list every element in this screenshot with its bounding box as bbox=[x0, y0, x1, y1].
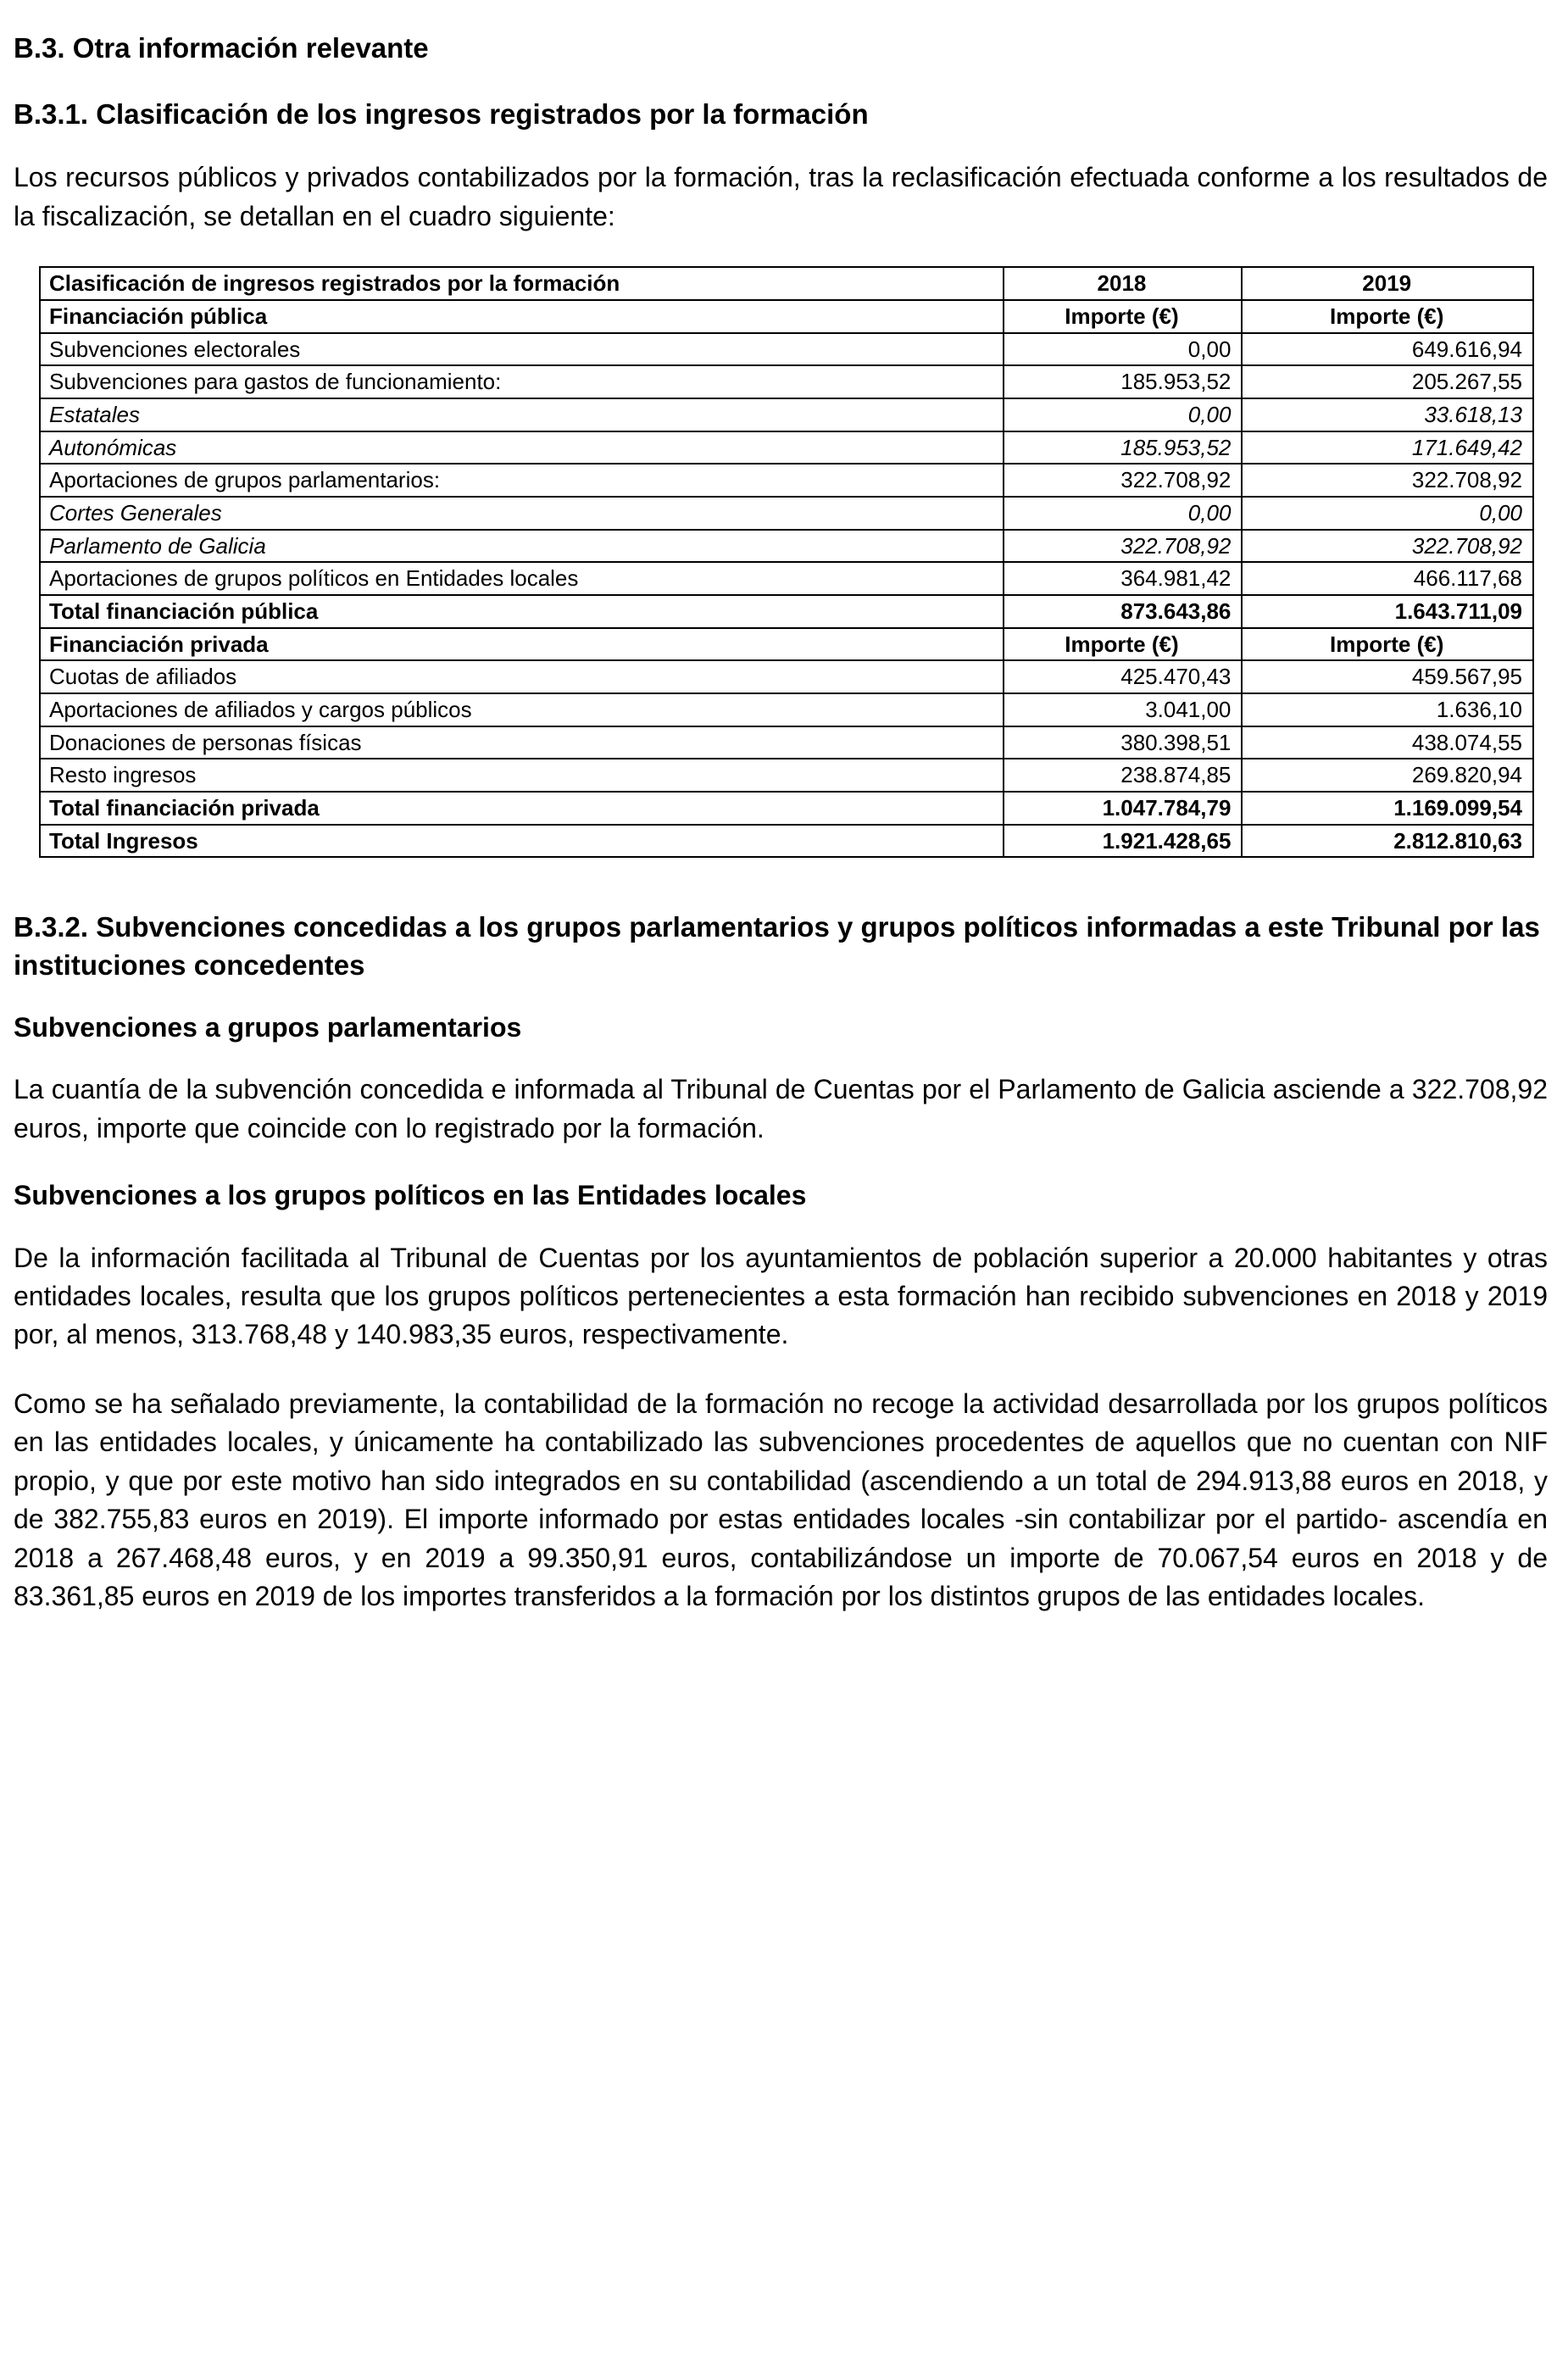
row-value-2019: 322.708,92 bbox=[1242, 464, 1533, 497]
row-value-2018: 322.708,92 bbox=[1004, 464, 1243, 497]
income-classification-table bbox=[39, 266, 1534, 858]
heading-b3: B.3. Otra información relevante bbox=[14, 32, 429, 64]
table-row bbox=[40, 562, 1533, 595]
row-label: Total Ingresos bbox=[40, 825, 1004, 858]
row-value-2018: 1.047.784,79 bbox=[1004, 792, 1243, 825]
row-value-2019: 466.117,68 bbox=[1242, 562, 1533, 595]
table-row bbox=[40, 628, 1533, 661]
table-row bbox=[40, 333, 1533, 366]
row-value-2018: 3.041,00 bbox=[1004, 693, 1243, 726]
row-value-2019: 33.618,13 bbox=[1242, 398, 1533, 431]
row-value-2019: 1.643.711,09 bbox=[1242, 595, 1533, 628]
row-value-2019: Importe (€) bbox=[1242, 628, 1533, 661]
row-value-2019: 0,00 bbox=[1242, 497, 1533, 530]
row-value-2018: 322.708,92 bbox=[1004, 530, 1243, 563]
table-row bbox=[40, 267, 1533, 300]
table-row bbox=[40, 464, 1533, 497]
row-value-2018: Importe (€) bbox=[1004, 628, 1243, 661]
table-row bbox=[40, 431, 1533, 464]
heading-b31: B.3.1. Clasificación de los ingresos registrados por la formación bbox=[14, 97, 869, 130]
row-label: Financiación privada bbox=[40, 628, 1004, 661]
row-label: Financiación pública bbox=[40, 300, 1004, 333]
document-page bbox=[14, 31, 1548, 1616]
row-value-2018: 2018 bbox=[1004, 267, 1243, 300]
row-label: Parlamento de Galicia bbox=[40, 530, 1004, 563]
entidades-locales-paragraph-2: Como se ha señalado previamente, la contabilidad de la formación no recoge la actividad desarrollada por los grupos políticos en las entidades locales, y únicamente ha contabilizado las subvenciones procedentes de aquellos que no cuentan con NIF propio, y que por este motivo han sido integrados en su contabilidad (ascendiendo a un total de 294.913,88 euros en 2018, y de 382.755,83 euros en 2019). El importe informado por estas entidades locales -sin contabilizar por el partido- ascendía en 2018 a 267.468,48 euros, y en 2019 a 99.350,91 euros, contabilizándose un importe de 70.067,54 euros en 2018 y de 83.361,85 euros en 2019 de los importes transferidos a la formación por los distintos grupos de las entidades locales. bbox=[14, 1388, 1548, 1612]
row-label: Resto ingresos bbox=[40, 759, 1004, 792]
row-label: Total financiación privada bbox=[40, 792, 1004, 825]
row-value-2018: 0,00 bbox=[1004, 497, 1243, 530]
subheading-entidades-locales: Subvenciones a los grupos políticos en las Entidades locales bbox=[14, 1179, 807, 1210]
income-table-body bbox=[40, 267, 1533, 857]
table-row bbox=[40, 497, 1533, 530]
row-value-2019: 1.636,10 bbox=[1242, 693, 1533, 726]
row-label: Aportaciones de afiliados y cargos públicos bbox=[40, 693, 1004, 726]
row-label: Donaciones de personas físicas bbox=[40, 726, 1004, 759]
row-label: Aportaciones de grupos parlamentarios: bbox=[40, 464, 1004, 497]
row-label: Subvenciones electorales bbox=[40, 333, 1004, 366]
table-row bbox=[40, 300, 1533, 333]
table-row bbox=[40, 825, 1533, 858]
table-row bbox=[40, 398, 1533, 431]
table-row bbox=[40, 530, 1533, 563]
row-label: Subvenciones para gastos de funcionamiento: bbox=[40, 365, 1004, 398]
table-row bbox=[40, 693, 1533, 726]
row-value-2019: Importe (€) bbox=[1242, 300, 1533, 333]
row-value-2018: 873.643,86 bbox=[1004, 595, 1243, 628]
row-value-2019: 205.267,55 bbox=[1242, 365, 1533, 398]
row-label: Aportaciones de grupos políticos en Entidades locales bbox=[40, 562, 1004, 595]
table-row bbox=[40, 365, 1533, 398]
row-value-2018: 0,00 bbox=[1004, 333, 1243, 366]
heading-b32: B.3.2. Subvenciones concedidas a los grupos parlamentarios y grupos políticos informadas a este Tribunal por las instituciones concedentes bbox=[14, 911, 1540, 981]
row-value-2019: 1.169.099,54 bbox=[1242, 792, 1533, 825]
row-value-2018: Importe (€) bbox=[1004, 300, 1243, 333]
row-value-2018: 0,00 bbox=[1004, 398, 1243, 431]
row-label: Estatales bbox=[40, 398, 1004, 431]
row-label: Total financiación pública bbox=[40, 595, 1004, 628]
row-value-2019: 2019 bbox=[1242, 267, 1533, 300]
row-value-2019: 269.820,94 bbox=[1242, 759, 1533, 792]
row-value-2018: 1.921.428,65 bbox=[1004, 825, 1243, 858]
table-row bbox=[40, 595, 1533, 628]
row-value-2018: 238.874,85 bbox=[1004, 759, 1243, 792]
entidades-locales-paragraph-1: De la información facilitada al Tribunal de Cuentas por los ayuntamientos de población superior a 20.000 habitantes y otras entidades locales, resulta que los grupos políticos pertenecientes a esta formación han recibido subvenciones en 2018 y 2019 por, al menos, 313.768,48 y 140.983,35 euros, respectivamente. bbox=[14, 1242, 1548, 1350]
row-value-2018: 364.981,42 bbox=[1004, 562, 1243, 595]
parlamentarios-paragraph: La cuantía de la subvención concedida e informada al Tribunal de Cuentas por el Parlamento de Galicia asciende a 322.708,92 euros, importe que coincide con lo registrado por la formación. bbox=[14, 1074, 1548, 1143]
subheading-parlamentarios: Subvenciones a grupos parlamentarios bbox=[14, 1011, 522, 1043]
row-label: Cortes Generales bbox=[40, 497, 1004, 530]
table-row bbox=[40, 792, 1533, 825]
row-value-2019: 649.616,94 bbox=[1242, 333, 1533, 366]
row-value-2018: 185.953,52 bbox=[1004, 431, 1243, 464]
row-value-2019: 322.708,92 bbox=[1242, 530, 1533, 563]
row-value-2019: 2.812.810,63 bbox=[1242, 825, 1533, 858]
row-value-2019: 438.074,55 bbox=[1242, 726, 1533, 759]
row-value-2018: 425.470,43 bbox=[1004, 660, 1243, 693]
row-value-2019: 459.567,95 bbox=[1242, 660, 1533, 693]
row-label: Autonómicas bbox=[40, 431, 1004, 464]
table-row bbox=[40, 660, 1533, 693]
row-value-2018: 185.953,52 bbox=[1004, 365, 1243, 398]
row-value-2018: 380.398,51 bbox=[1004, 726, 1243, 759]
intro-paragraph: Los recursos públicos y privados contabilizados por la formación, tras la reclasificación efectuada conforme a los resultados de la fiscalización, se detallan en el cuadro siguiente: bbox=[14, 162, 1548, 231]
row-label: Clasificación de ingresos registrados por la formación bbox=[40, 267, 1004, 300]
table-row bbox=[40, 759, 1533, 792]
table-row bbox=[40, 726, 1533, 759]
row-value-2019: 171.649,42 bbox=[1242, 431, 1533, 464]
row-label: Cuotas de afiliados bbox=[40, 660, 1004, 693]
